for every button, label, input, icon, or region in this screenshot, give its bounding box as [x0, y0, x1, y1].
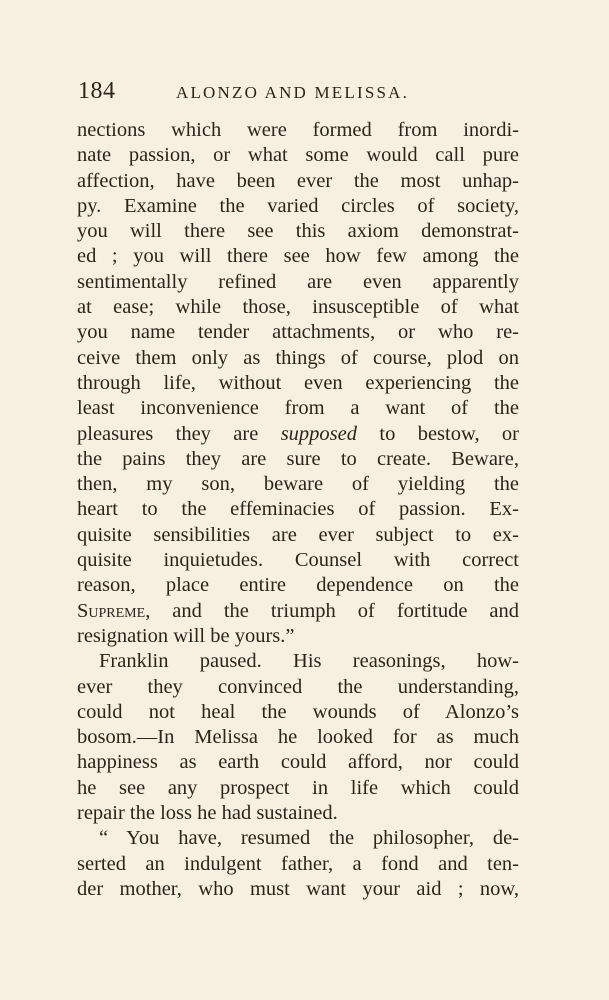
text-line: at ease; while those, insusceptible of what	[77, 296, 519, 319]
italic-word: supposed	[280, 422, 358, 445]
text-line: “ You have, resumed the philosopher, de-	[99, 827, 519, 850]
text-line: nections which were formed from inordi-	[77, 119, 519, 141]
text-line: serted an indulgent father, a fond and ten-	[77, 852, 519, 875]
text-line: he see any prospect in life which could	[77, 776, 519, 799]
running-head: ALONZO AND MELISSA.	[176, 83, 410, 102]
text-line: affection, have been ever the most unhap-	[77, 169, 519, 192]
text-line: the pains they are sure to create. Beware,	[77, 447, 519, 470]
text-line: then, my son, beware of yielding the	[77, 473, 519, 496]
text-line: least inconvenience from a want of the	[77, 397, 519, 420]
text-line: bosom.—In Melissa he looked for as much	[77, 726, 519, 749]
small-caps-word: Supreme	[77, 599, 146, 622]
text-line: you name tender attachments, or who re-	[77, 321, 519, 344]
text-line: through life, without even experiencing the	[77, 371, 519, 394]
text-line: nate passion, or what some would call pure	[77, 144, 519, 167]
text-line: happiness as earth could afford, nor could	[77, 751, 519, 774]
page-header	[78, 78, 518, 108]
text-line: resignation will be yours.”	[77, 624, 295, 647]
text-line: ed ; you will there see how few among the	[77, 245, 519, 268]
text-line: ceive them only as things of course, plod on	[77, 346, 519, 369]
text-line: Franklin paused. His reasonings, how-	[99, 650, 519, 673]
text-run: , and the triumph of fortitude and	[145, 599, 519, 622]
text-line: quisite inquietudes. Counsel with correct	[77, 549, 519, 572]
text-line: py. Examine the varied circles of society,	[77, 194, 519, 217]
text-line: quisite sensibilities are ever subject to ex-	[77, 523, 519, 546]
text-line: heart to the effeminacies of passion. Ex-	[77, 498, 519, 521]
body-text	[77, 118, 519, 902]
text-line: repair the loss he had sustained.	[77, 802, 338, 825]
page-number: 184	[78, 78, 116, 104]
text-run: to bestow, or	[379, 422, 520, 445]
text-line: you will there see this axiom demonstrat-	[77, 220, 519, 243]
text-line: sentimentally refined are even apparently	[77, 270, 519, 293]
text-line: reason, place entire dependence on the	[77, 574, 519, 597]
text-line: could not heal the wounds of Alonzo’s	[77, 700, 519, 723]
text-line	[77, 422, 519, 447]
text-line: ever they convinced the understanding,	[77, 675, 519, 698]
text-line: der mother, who must want your aid ; now,	[77, 877, 519, 900]
text-run: pleasures they are	[77, 422, 259, 445]
text-line	[77, 599, 519, 624]
